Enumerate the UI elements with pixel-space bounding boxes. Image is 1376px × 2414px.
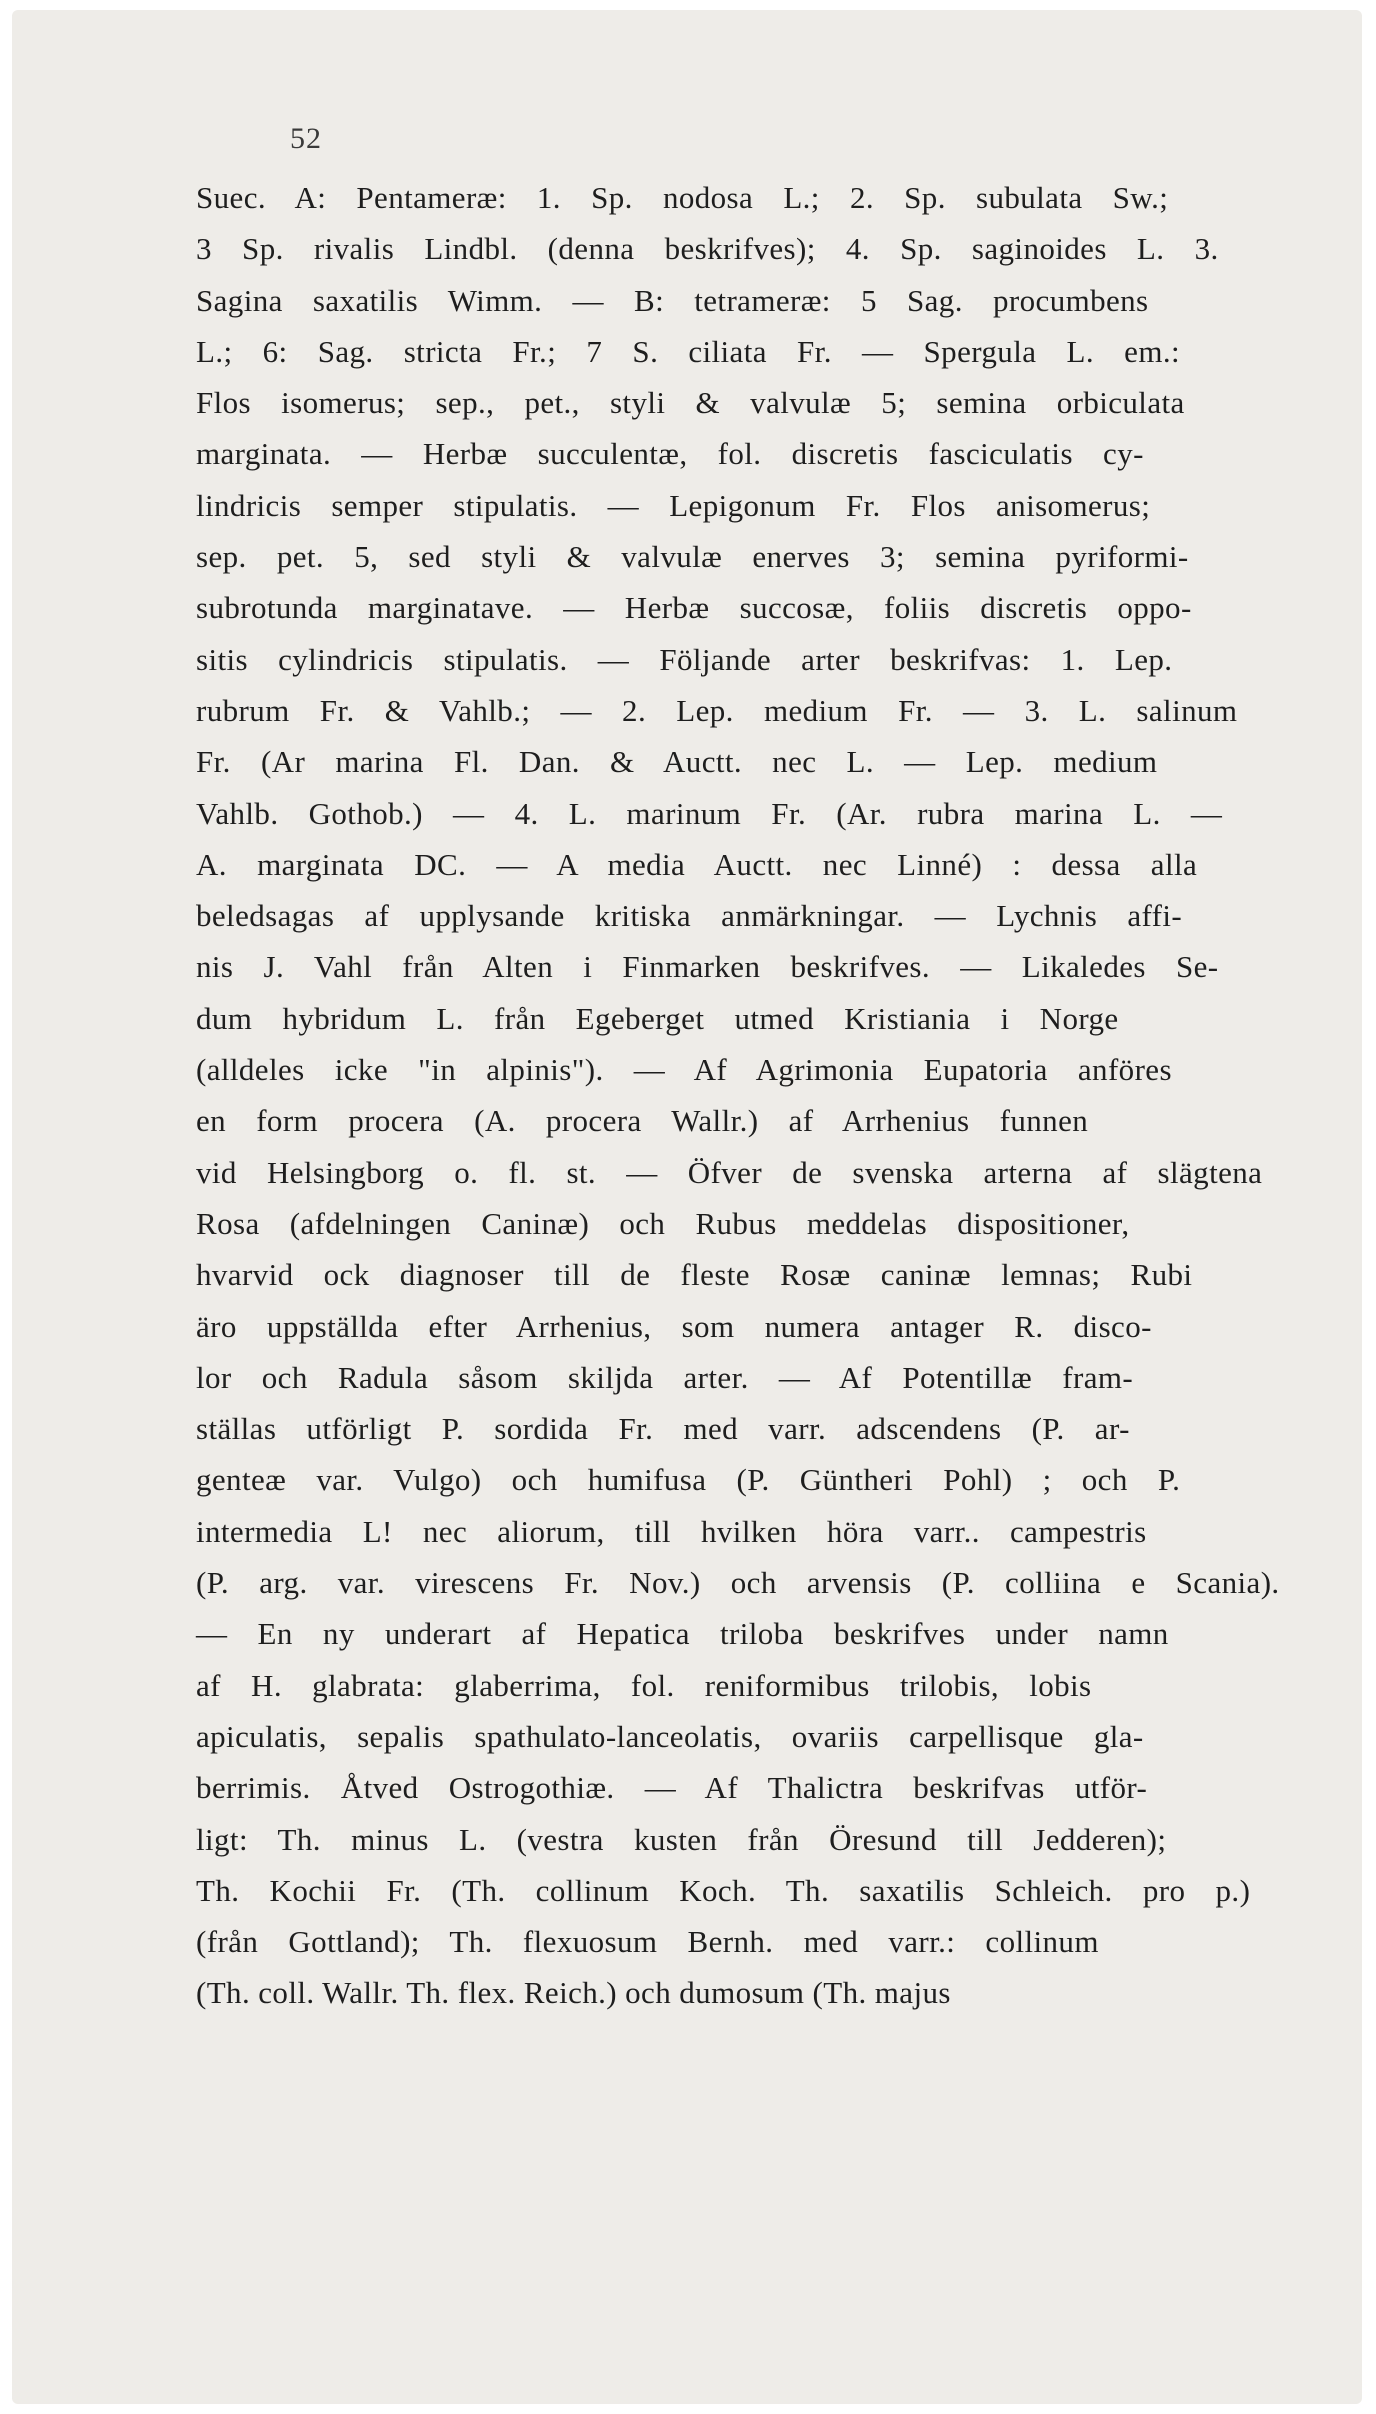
text-line: A. marginata DC. — A media Auctt. nec Linné) : dessa alla: [196, 846, 1198, 882]
text-line: lindricis semper stipulatis. — Lepigonum Fr. Flos anisomerus;: [196, 487, 1151, 523]
text-line: beledsagas af upplysande kritiska anmärkningar. — Lychnis affi-: [196, 898, 1183, 934]
text-line: äro uppställda efter Arrhenius, som numera antager R. disco-: [196, 1308, 1152, 1344]
text-line: (Th. coll. Wallr. Th. flex. Reich.) och dumosum (Th. majus: [196, 1975, 951, 2011]
text-line: 3 Sp. rivalis Lindbl. (denna beskrifves); 4. Sp. saginoides L. 3.: [196, 231, 1219, 267]
text-line: sitis cylindricis stipulatis. — Följande arter beskrifvas: 1. Lep.: [196, 641, 1173, 677]
text-line: apiculatis, sepalis spathulato-lanceolatis, ovariis carpellisque gla-: [196, 1718, 1144, 1754]
text-line: marginata. — Herbæ succulentæ, fol. discretis fasciculatis cy-: [196, 436, 1144, 472]
text-line: af H. glabrata: glaberrima, fol. reniformibus trilobis, lobis: [196, 1667, 1092, 1703]
text-line: (från Gottland); Th. flexuosum Bernh. med varr.: collinum: [196, 1924, 1099, 1960]
page-number: 52: [290, 122, 322, 155]
text-line: ligt: Th. minus L. (vestra kusten från Öresund till Jedderen);: [196, 1821, 1167, 1857]
text-line: berrimis. Åtved Ostrogothiæ. — Af Thalictra beskrifvas utför-: [196, 1770, 1148, 1806]
book-page: [12, 10, 1362, 2404]
text-line: L.; 6: Sag. stricta Fr.; 7 S. ciliata Fr. — Spergula L. em.:: [196, 333, 1181, 369]
text-line: sep. pet. 5, sed styli & valvulæ enerves 3; semina pyriformi-: [196, 539, 1189, 575]
text-line: lor och Radula såsom skiljda arter. — Af Potentillæ fram-: [196, 1359, 1134, 1395]
text-line: vid Helsingborg o. fl. st. — Öfver de svenska arterna af slägtena: [196, 1154, 1263, 1190]
text-line: intermedia L! nec aliorum, till hvilken höra varr.. campestris: [196, 1513, 1147, 1549]
body-text: [196, 172, 1356, 2019]
text-line: Flos isomerus; sep., pet., styli & valvulæ 5; semina orbiculata: [196, 385, 1185, 421]
text-line: — En ny underart af Hepatica triloba beskrifves under namn: [196, 1616, 1169, 1652]
text-line: Rosa (afdelningen Caninæ) och Rubus meddelas dispositioner,: [196, 1205, 1130, 1241]
text-line: Sagina saxatilis Wimm. — B: tetrameræ: 5 Sag. procumbens: [196, 282, 1149, 318]
text-line: genteæ var. Vulgo) och humifusa (P. Güntheri Pohl) ; och P.: [196, 1462, 1181, 1498]
text-line: Vahlb. Gothob.) — 4. L. marinum Fr. (Ar. rubra marina L. —: [196, 795, 1223, 831]
text-line: rubrum Fr. & Vahlb.; — 2. Lep. medium Fr. — 3. L. salinum: [196, 692, 1238, 728]
text-line: nis J. Vahl från Alten i Finmarken beskrifves. — Likaledes Se-: [196, 949, 1219, 985]
text-line: (alldeles icke "in alpinis"). — Af Agrimonia Eupatoria anföres: [196, 1052, 1172, 1088]
text-line: subrotunda marginatave. — Herbæ succosæ, foliis discretis oppo-: [196, 590, 1192, 626]
text-line: Th. Kochii Fr. (Th. collinum Koch. Th. saxatilis Schleich. pro p.): [196, 1872, 1251, 1908]
text-line: (P. arg. var. virescens Fr. Nov.) och arvensis (P. colliina e Scania).: [196, 1565, 1280, 1601]
text-line: ställas utförligt P. sordida Fr. med varr. adscendens (P. ar-: [196, 1411, 1130, 1447]
text-line: en form procera (A. procera Wallr.) af Arrhenius funnen: [196, 1103, 1089, 1139]
text-line: hvarvid ock diagnoser till de fleste Rosæ caninæ lemnas; Rubi: [196, 1257, 1193, 1293]
text-line: dum hybridum L. från Egeberget utmed Kristiania i Norge: [196, 1000, 1119, 1036]
text-line: Fr. (Ar marina Fl. Dan. & Auctt. nec L. — Lep. medium: [196, 744, 1158, 780]
text-line: Suec. A: Pentameræ: 1. Sp. nodosa L.; 2. Sp. subulata Sw.;: [196, 180, 1169, 215]
